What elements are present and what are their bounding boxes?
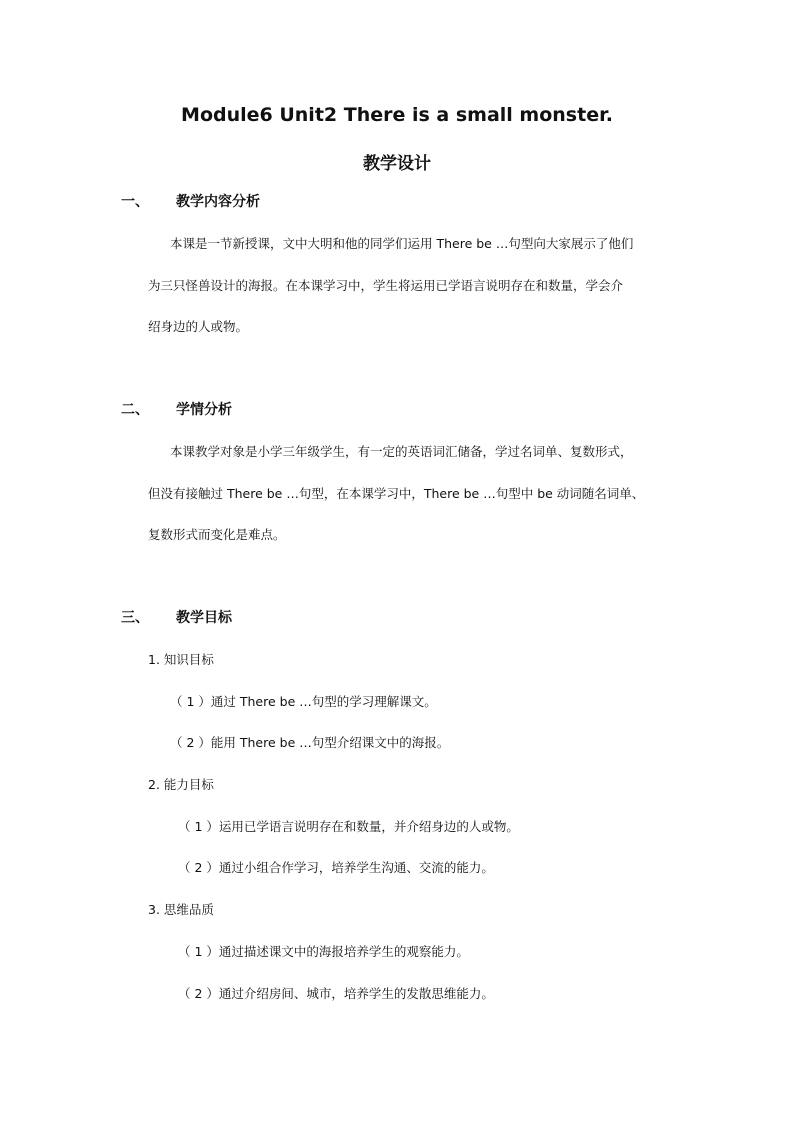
document-title: Module6 Unit2 There is a small monster. [181, 104, 613, 126]
goal-1-item: （ 2 ）能用 There be …句型介绍课文中的海报。 [170, 735, 450, 750]
section-3-number: 三、 [121, 610, 149, 626]
section-3-heading: 教学目标 [176, 610, 232, 626]
section-1-number: 一、 [121, 194, 149, 210]
section-1-paragraph-line: 本课是一节新授课，文中大明和他的同学们运用 There be …句型向大家展示了他们 [170, 236, 634, 251]
goal-2-item: （ 1 ）运用已学语言说明存在和数量，并介绍身边的人或物。 [178, 819, 519, 834]
goal-3-item: （ 1 ）通过描述课文中的海报培养学生的观察能力。 [178, 944, 469, 959]
section-1-paragraph-line: 绍身边的人或物。 [148, 319, 249, 334]
document-subtitle: 教学设计 [363, 154, 431, 174]
section-1-paragraph-line: 为三只怪兽设计的海报。在本课学习中，学生将运用已学语言说明存在和数量，学会介 [148, 278, 624, 293]
goal-1-item: （ 1 ）通过 There be …句型的学习理解课文。 [170, 694, 437, 709]
section-2-number: 二、 [121, 402, 149, 418]
goal-3-item: （ 2 ）通过介绍房间、城市，培养学生的发散思维能力。 [178, 986, 494, 1001]
goal-3-label: 3. 思维品质 [148, 902, 214, 917]
section-2-paragraph-line: 复数形式而变化是难点。 [148, 527, 286, 542]
section-2-heading: 学情分析 [176, 402, 232, 418]
section-2-paragraph-line: 但没有接触过 There be …句型，在本课学习中，There be …句型中 be 动词随名词单、 [148, 486, 645, 501]
goal-1-label: 1. 知识目标 [148, 652, 214, 667]
goal-2-item: （ 2 ）通过小组合作学习，培养学生沟通、交流的能力。 [178, 860, 494, 875]
section-1-heading: 教学内容分析 [176, 194, 260, 210]
goal-2-label: 2. 能力目标 [148, 777, 214, 792]
section-2-paragraph-line: 本课教学对象是小学三年级学生，有一定的英语词汇储备，学过名词单、复数形式， [170, 444, 633, 459]
